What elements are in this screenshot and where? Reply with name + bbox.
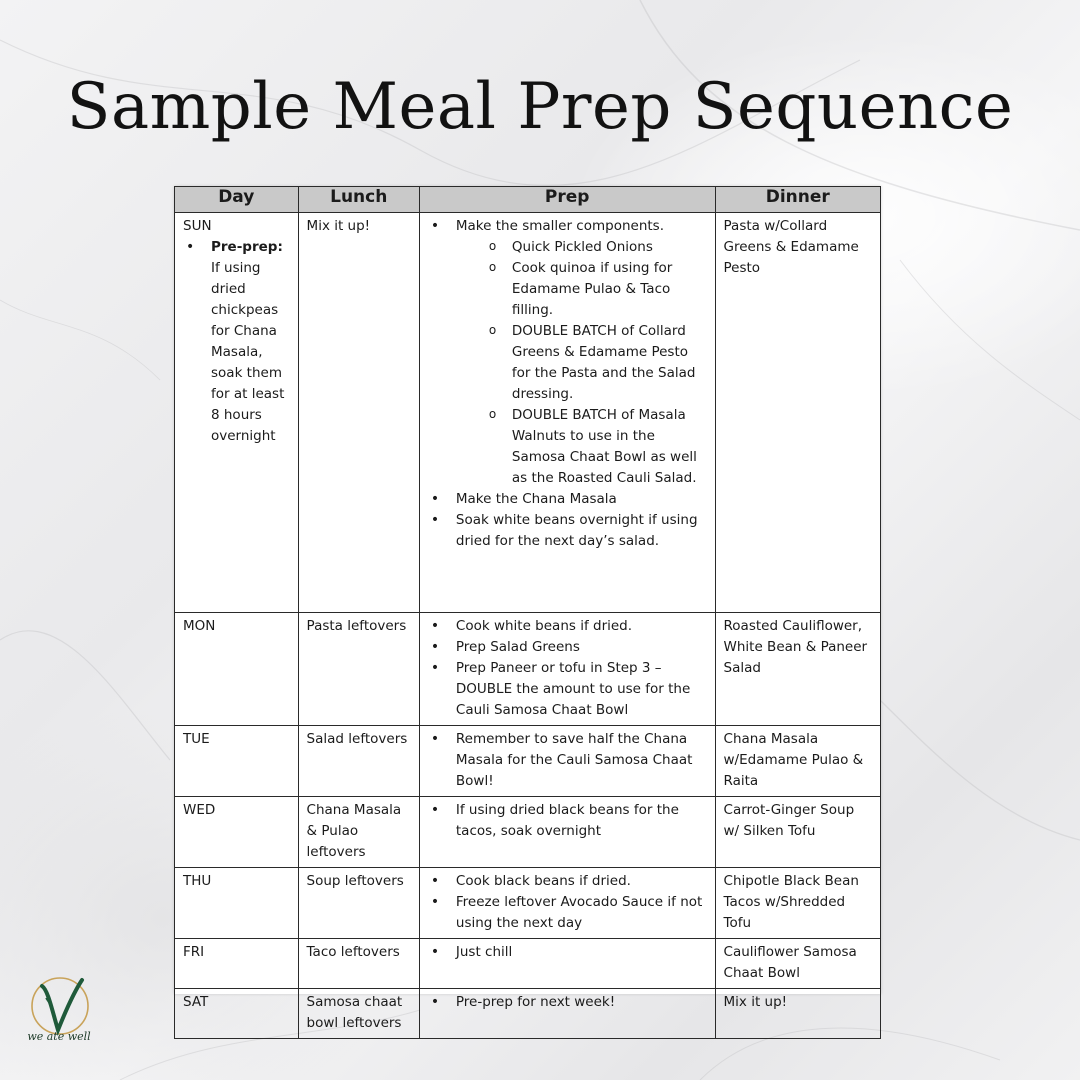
- day-note-list: [183, 237, 291, 447]
- prep-item: • If using dried black beans for the tacos, soak overnight: [428, 800, 708, 842]
- day-note-label: Pre-prep:: [211, 239, 283, 255]
- prep-cell: [419, 939, 715, 989]
- page-title: Sample Meal Prep Sequence: [66, 70, 1014, 144]
- day-cell: WED: [175, 797, 299, 868]
- table-row-tue: [175, 726, 881, 797]
- prep-list: [428, 992, 708, 1013]
- day-cell: FRI: [175, 939, 299, 989]
- prep-item: • Just chill: [428, 942, 708, 963]
- prep-item: • Make the Chana Masala: [428, 489, 708, 510]
- prep-item: [428, 216, 708, 489]
- prep-sublist: [456, 237, 708, 489]
- prep-cell: [419, 989, 715, 1039]
- prep-list: [428, 800, 708, 842]
- table-row-thu: [175, 868, 881, 939]
- day-note-text: If using dried chickpeas for Chana Masala, soak them for at least 8 hours overnight: [211, 260, 285, 444]
- lunch-cell: Taco leftovers: [298, 939, 419, 989]
- prep-subitem: o Quick Pickled Onions: [456, 237, 708, 258]
- prep-item: • Prep Salad Greens: [428, 637, 708, 658]
- header-lunch: Lunch: [298, 187, 419, 213]
- header-prep: Prep: [419, 187, 715, 213]
- prep-subitem: o DOUBLE BATCH of Masala Walnuts to use in the Samosa Chaat Bowl as well as the Roasted Cauli Salad.: [456, 405, 708, 489]
- lunch-cell: Samosa chaat bowl leftovers: [298, 989, 419, 1039]
- table-header-row: [175, 187, 881, 213]
- dinner-cell: Roasted Cauliflower, White Bean & Paneer Salad: [715, 613, 880, 726]
- meal-plan-sheet: [174, 186, 881, 1031]
- meal-prep-table: [174, 186, 881, 1039]
- prep-item: • Pre-prep for next week!: [428, 992, 708, 1013]
- prep-item-text: Make the smaller components.: [455, 218, 664, 234]
- day-label: SUN: [183, 218, 212, 234]
- table-row-fri: [175, 939, 881, 989]
- brand-name: we ate well: [27, 1030, 91, 1043]
- prep-list: [428, 871, 708, 934]
- table-row-mon: [175, 613, 881, 726]
- table-row-wed: [175, 797, 881, 868]
- lunch-cell: Pasta leftovers: [298, 613, 419, 726]
- prep-item: • Cook black beans if dried.: [428, 871, 708, 892]
- day-cell: SAT: [175, 989, 299, 1039]
- dinner-cell: Pasta w/Collard Greens & Edamame Pesto: [715, 213, 880, 613]
- dinner-cell: Chipotle Black Bean Tacos w/Shredded Tofu: [715, 868, 880, 939]
- prep-cell: [419, 613, 715, 726]
- prep-cell: [419, 213, 715, 613]
- prep-item: • Freeze leftover Avocado Sauce if not using the next day: [428, 892, 708, 934]
- prep-cell: [419, 868, 715, 939]
- prep-cell: [419, 726, 715, 797]
- dinner-cell: Cauliflower Samosa Chaat Bowl: [715, 939, 880, 989]
- prep-list: [428, 216, 708, 552]
- day-cell: TUE: [175, 726, 299, 797]
- table-row-sun: [175, 213, 881, 613]
- prep-list: [428, 616, 708, 721]
- lunch-cell: Mix it up!: [298, 213, 419, 613]
- dinner-cell: Mix it up!: [715, 989, 880, 1039]
- dinner-cell: Chana Masala w/Edamame Pulao & Raita: [715, 726, 880, 797]
- lunch-cell: Soup leftovers: [298, 868, 419, 939]
- day-note: [183, 237, 291, 447]
- lunch-cell: Salad leftovers: [298, 726, 419, 797]
- day-cell: MON: [175, 613, 299, 726]
- header-dinner: Dinner: [715, 187, 880, 213]
- table-row-sat: [175, 989, 881, 1039]
- prep-cell: [419, 797, 715, 868]
- prep-list: [428, 729, 708, 792]
- day-cell: [175, 213, 299, 613]
- header-day: Day: [175, 187, 299, 213]
- prep-subitem: o DOUBLE BATCH of Collard Greens & Edamame Pesto for the Pasta and the Salad dressing.: [456, 321, 708, 405]
- prep-subitem: o Cook quinoa if using for Edamame Pulao & Taco filling.: [456, 258, 708, 321]
- prep-item: • Remember to save half the Chana Masala for the Cauli Samosa Chaat Bowl!: [428, 729, 708, 792]
- prep-list: [428, 942, 708, 963]
- dinner-cell: Carrot-Ginger Soup w/ Silken Tofu: [715, 797, 880, 868]
- prep-item: • Cook white beans if dried.: [428, 616, 708, 637]
- prep-item: • Soak white beans overnight if using dried for the next day’s salad.: [428, 510, 708, 552]
- day-cell: THU: [175, 868, 299, 939]
- prep-item: • Prep Paneer or tofu in Step 3 – DOUBLE the amount to use for the Cauli Samosa Chaat Bowl: [428, 658, 708, 721]
- lunch-cell: Chana Masala & Pulao leftovers: [298, 797, 419, 868]
